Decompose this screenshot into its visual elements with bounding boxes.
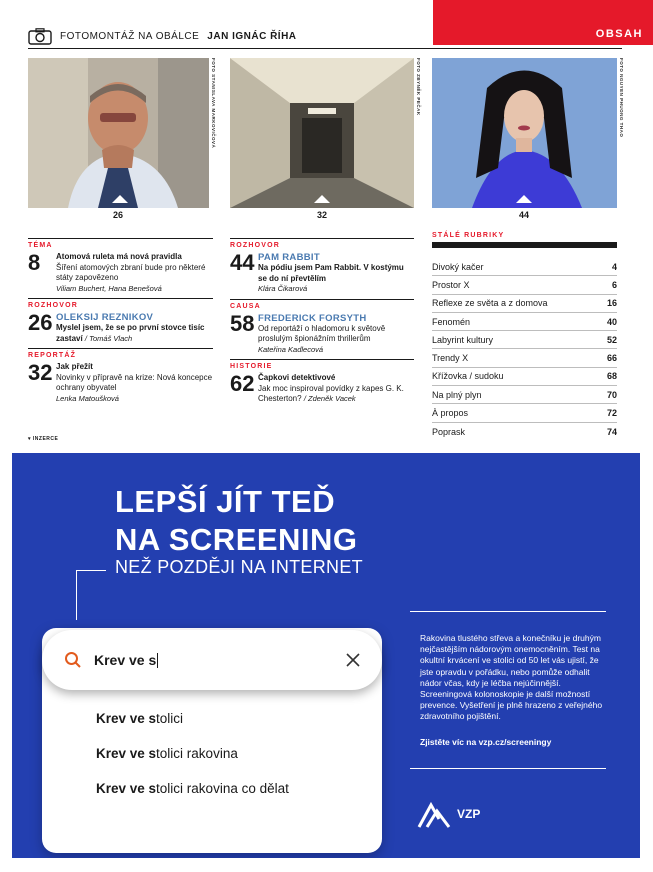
regular-section-name: Labyrint kultury [432,334,494,345]
contents-column-1 [28,238,213,408]
article-author: Lenka Matoušková [56,393,119,403]
article-author: Kateřina Kadlecová [258,344,324,354]
suggestion-match: Krev ve s [96,746,157,761]
photo-reznikov[interactable] [28,58,209,208]
regular-section-row[interactable] [432,276,617,294]
regular-section-page: 74 [606,426,617,437]
regular-section-page: 72 [606,408,617,419]
cover-credit-name: JAN IGNÁC ŘÍHA [207,31,297,42]
regular-section-row[interactable] [432,404,617,422]
search-bar[interactable] [42,630,382,690]
article-title: Na pódiu jsem Pam Rabbit. V kostýmu se do ní převtělím [258,263,404,283]
ad-bracket-line [76,570,106,620]
suggestion-rest: tolici [156,711,184,726]
search-suggestion[interactable] [96,711,183,726]
regular-section-page: 16 [606,298,617,309]
photo-page-2: 32 [316,210,327,220]
search-suggestion[interactable] [96,781,289,796]
regular-section-page: 52 [606,334,617,345]
vzp-logo-icon [417,799,451,829]
article-page: 62 [230,371,255,396]
contents-column-2 [230,238,414,409]
ad-link[interactable]: Zjistěte víc na vzp.cz/screeningy [420,737,552,747]
regular-section-row[interactable] [432,423,617,441]
search-input: Krev ve s [94,651,157,668]
suggestion-match: Krev ve s [96,711,157,726]
photo-notch [516,195,532,203]
article-title: Atomová ruleta má nová pravidla [56,252,182,261]
article-text: Od reportáží o hladomoru k světově proslulým špionážním thrillerům [258,323,386,343]
article-entry[interactable] [230,373,414,405]
article-entry[interactable] [230,310,414,356]
article-person: FREDERICK FORSYTH [258,312,367,324]
vzp-logo: VZP [417,799,480,829]
article-entry[interactable] [28,312,213,344]
photo-notch [314,195,330,203]
regular-section-page: 68 [606,371,617,382]
regular-section-page: 6 [611,279,617,290]
suggestion-match: Krev ve s [96,781,157,796]
photo-page-3: 44 [518,210,529,220]
cover-credit-line [28,28,297,45]
photo-credit-1: FOTO STANISLAVA MARKOVIČOVÁ [211,58,216,149]
close-icon[interactable] [346,653,360,667]
section-label: TÉMA [28,238,213,249]
photo-pam-rabbit[interactable] [432,58,617,208]
regular-section-row[interactable] [432,258,617,276]
ad-subline: NEŽ POZDĚJI NA INTERNET [115,557,363,577]
regular-section-page: 4 [611,261,617,272]
suggestion-rest: tolici rakovina [156,746,238,761]
article-person: OLEKSIJ REZNIKOV [56,312,154,323]
article-title: Jak přežít [56,362,93,371]
article-author: / Tomáš Vlach [84,333,133,343]
regular-section-row[interactable] [432,295,617,313]
article-page: 26 [28,310,53,335]
regular-section-name: À propos [432,408,469,419]
regular-section-name: Fenomén [432,316,471,327]
ad-label: ▾ INZERCE [28,436,59,442]
search-icon [64,651,82,669]
ad-divider [410,768,606,769]
regular-section-row[interactable] [432,313,617,331]
regular-section-name: Na plný plyn [432,389,482,400]
regular-section-page: 70 [606,389,617,400]
section-label: REPORTÁŽ [28,348,213,359]
article-author: / Zdeněk Vacek [303,394,356,403]
article-entry[interactable] [230,252,414,295]
article-title: Čapkovi detektivové [258,373,336,382]
article-person: PAM RABBIT [258,252,320,263]
regular-section-name: Poprask [432,426,466,437]
article-text: Jak moc inspiroval povídky z kapes G. K. Chesterton? [258,383,404,403]
section-label: ROZHOVOR [28,298,213,309]
article-text: Novinky v přípravě na krize: Nová koncepce ochrany obyvatel [56,372,213,392]
section-bar [432,242,617,248]
cover-credit-prefix: FOTOMONTÁŽ NA OBÁLCE [60,31,200,42]
regular-section-name: Křížovka / sudoku [432,371,504,382]
regular-section-name: Trendy X [432,353,469,364]
ad-divider [410,611,606,612]
photo-credit-3: FOTO NGUYEN PHUONG THAO [619,58,624,138]
regular-section-row[interactable] [432,386,617,404]
article-entry[interactable] [28,252,213,294]
section-label: HISTORIE [230,359,414,370]
top-divider [28,48,622,49]
regular-section-row[interactable] [432,331,617,349]
regular-section-name: Prostor X [432,279,470,290]
article-title: Myslel jsem, že se po první stovce tisíc zastaví [56,323,205,343]
article-entry[interactable] [28,362,213,404]
photo-bunker[interactable] [230,58,414,208]
photo-credit-2: FOTO ZBYNĚK PEČAK [416,58,421,116]
regular-section-page: 40 [606,316,617,327]
regular-section-row[interactable] [432,368,617,386]
regular-section-name: Reflexe ze světa a z domova [432,298,548,309]
regular-sections [432,232,617,441]
contents-tab: OBSAH [433,0,653,45]
photo-notch [112,195,128,203]
article-page: 32 [28,360,53,385]
article-author: Viliam Buchert, Hana Benešová [56,283,162,293]
section-label: ROZHOVOR [230,238,414,249]
section-label: CAUSA [230,299,414,310]
suggestion-rest: tolici rakovina co dělat [156,781,289,796]
article-page: 8 [28,250,41,275]
article-author: Klára Čikarová [258,284,308,293]
regular-section-page: 66 [606,353,617,364]
ad-body: Rakovina tlustého střeva a konečníku je druhým nejčastějším nádorovým onemocněním. Test na okultní krvácení ve stolici od 50 let vás ujistí, že jste opravdu v pořádku, nebo pomůže odhalit nádor včas, kdy je léčba nejúčinnější. Screeningová kolonoskopie je další možností prevence. Vyšetření je plně hrazeno z veřejného zdravotního pojištění. [420,633,603,722]
photo-page-1: 26 [112,210,123,220]
regular-section-row[interactable] [432,349,617,367]
camera-icon [28,28,52,45]
regular-section-name: Divoký kačer [432,261,484,272]
article-text: Šíření atomových zbraní bude pro některé státy zapovězeno [56,262,206,282]
search-suggestion[interactable] [96,746,238,761]
ad-headline: LEPŠÍ JÍT TEĎ NA SCREENING [115,484,358,557]
section-label: STÁLÉ RUBRIKY [432,232,505,239]
vzp-advertisement[interactable] [12,453,640,858]
article-page: 58 [230,310,255,336]
article-page: 44 [230,250,255,275]
